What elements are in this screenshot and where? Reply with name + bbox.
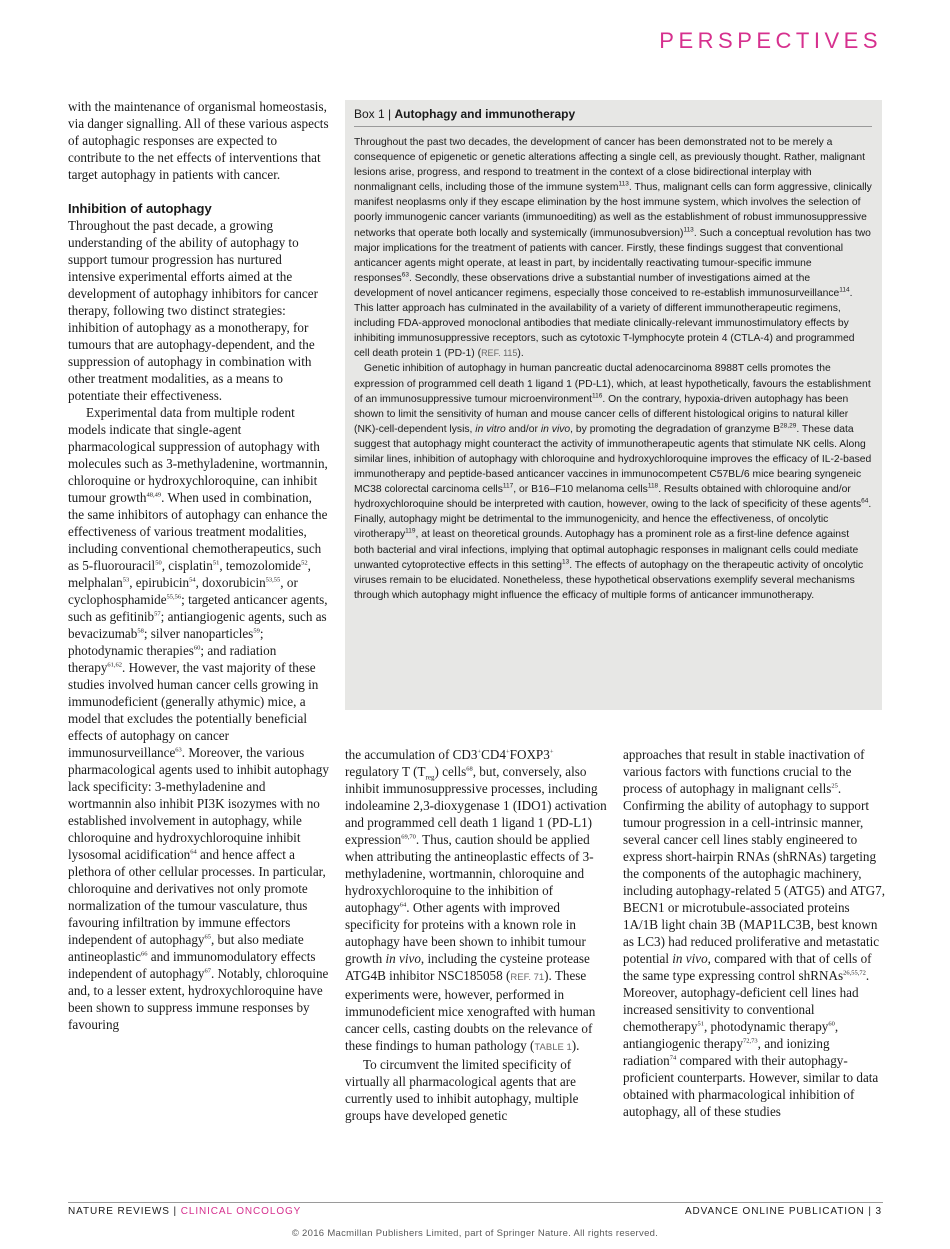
section-label: PERSPECTIVES bbox=[659, 28, 882, 53]
box-title: Box 1 | Autophagy and immunotherapy bbox=[354, 106, 872, 127]
ref-link[interactable]: REF. 71 bbox=[510, 972, 545, 983]
table-link[interactable]: TABLE 1 bbox=[534, 1042, 572, 1053]
column-middle bbox=[345, 746, 607, 1124]
box-body bbox=[354, 135, 872, 603]
paragraph: with the maintenance of organismal homeostasis, via danger signalling. All of these various aspects of autophagic responses are expected to contribute to the net effects of interventions that target autophagy in patients with cancer. bbox=[68, 99, 329, 182]
footer-journal: NATURE REVIEWS | CLINICAL ONCOLOGY bbox=[68, 1206, 302, 1217]
box-paragraph: Genetic inhibition of autophagy in human pancreatic ductal adenocarcinoma 8988T cells promotes the expression of programmed cell death 1 ligand 1 (PD-L1), which, at least hypothetically, favours the establishment of an immunosuppressive tumour microenvironment$^{116}$. On the contrary, hypoxia-driven autophagy has been shown to limit the sensitivity of human and mouse cancer cells of different histological origins to natural killer (NK)-cell-dependent lysis, in vitro and/or in vivo, by promoting the degradation of granzyme B$^{28,29}$. These data suggest that autophagy might counteract the activity of immunotherapeutic agents that stimulate NK cells. Along similar lines, inhibition of autophagy with chloroquine and hydroxychloroquine improves the efficacy of IL-2-based immunotherapy and peptide-based anticancer vaccines in immunocompetent C57BL/6 mice bearing syngeneic MC38 colorectal carcinoma cells$^{117}$, or B16–F10 melanoma cells$^{118}$. Results obtained with chloroquine and/or hydroxychloroquine should be interpreted with caution, however, owing to the lack of specificity of these agents$^{64}$. Finally, autophagy might be detrimental to the immunogenicity, and hence the effectiveness, of oncolytic virotherapy$^{119}$, at least on theoretical grounds. Autophagy has a prominent role as a first-line defence against both bacterial and viral infections, implying that optimal autophagic responses in malignant cells could mediate unwanted cytoprotective effects in this setting$^{13}$. The effects of autophagy on the therapeutic activity of oncolytic viruses remain to be elucidated. Nonetheless, these hypothetical observations exemplify several mechanisms through which autophagy might influence the efficacy of multiple forms of anticancer immunotherapy. bbox=[354, 363, 872, 601]
footer-page-info: ADVANCE ONLINE PUBLICATION | 3 bbox=[684, 1206, 882, 1217]
box-autophagy-immunotherapy bbox=[345, 100, 882, 710]
paragraph: To circumvent the limited specificity of virtually all pharmacological agents that are currently used to inhibit autophagy, multiple groups have developed genetic bbox=[345, 1057, 579, 1123]
paragraph: Throughout the past decade, a growing understanding of the ability of autophagy to support tumour progression has nurtured intensive experimental efforts aimed at the development of autophagy inhibitors for cancer therapy, following two distinct strategies: inhibition of autophagy as a monotherapy, for tumours that are autophagy-dependent, and the suppression of autophagy in combination with other treatment modalities, as a means to potentiate their effectiveness. bbox=[68, 218, 318, 403]
column-right bbox=[623, 746, 885, 1120]
paragraph: Experimental data from multiple rodent models indicate that single-agent pharmacological suppression of autophagy with molecules such as 3-methyladenine, wortmannin, chloroquine or hydroxychloroquine, can inhibit tumour growth$^{48,49}$. When used in combination, the same inhibitors of autophagy can enhance the effectiveness of various treatment modalities, including conventional chemotherapeutics, such as 5-fluorouracil$^{50}$, cisplatin$^{51}$, temozolomide$^{52}$, melphalan$^{53}$, epirubicin$^{54}$, doxorubicin$^{53,55}$, or cyclophosphamide$^{55,56}$; targeted anticancer agents, such as gefitinib$^{57}$; antiangiogenic agents, such as bevacizumab$^{58}$; silver nanoparticles$^{59}$; photodynamic therapies$^{60}$; and radiation therapy$^{61,62}$. However, the vast majority of these studies involved human cancer cells growing in immunodeficient (generally athymic) mice, a model that excludes the potentially beneficial effects of autophagy on cancer immunosurveillance$^{63}$. Moreover, the various pharmacological agents used to inhibit autophagy lack specificity: 3-methyladenine and wortmannin also inhibit PI3K isozymes with no established involvement in autophagy, while chloroquine and hydroxychloroquine inhibit lysosomal acidification$^{64}$ and hence affect a plethora of other cellular processes. In particular, chloroquine and derivatives not only promote normalization of the tumour vasculature, thus favouring infiltration by immune effectors independent of autophagy$^{65}$, but also mediate antineoplastic$^{66}$ and immunomodulatory effects independent of autophagy$^{67}$. Notably, chloroquine and, to a lesser extent, hydroxychloroquine have been shown to suppress immune responses by favouring bbox=[68, 405, 329, 1032]
box-paragraph: Throughout the past two decades, the development of cancer has been demonstrated not to be merely a consequence of epigenetic or genetic alterations affecting a single cell, as previously thought. Rather, malignant lesions arise, progress, and respond to treatment in the context of a close bidirectional interplay with nonmalignant cells, including those of the immune system$^{113}$. Thus, malignant cells can form aggressive, clinically manifest neoplasms only if they escape elimination by the host immune system, which involves the selection of poorly immunogenic cancer variants (immunoediting) as well as the establishment of robust immunosuppressive networks that operate both locally and systemically (immunosubversion)$^{113}$. Such a conceptual revolution has two major implications for the treatment of patients with cancer. Firstly, these findings suggest that conventional anticancer agents might operate, at least in part, by incidentally reactivating tumour-specific immune responses$^{63}$. Secondly, these observations drive a substantial number of investigations aimed at the development of novel anticancer regimens, especially those conceived to re-establish immunosurveillance$^{114}$. This latter approach has culminated in the availability of a variety of different immunotherapeutic regimens, including FDA-approved monoclonal antibodies that mediate clinically-relevant immunostimulatory effects by inhibiting immunosuppressive receptors, such as cytotoxic T-lymphocyte protein 4 (CTLA-4) and programmed cell death protein 1 (PD-1) (REF. 115). bbox=[354, 137, 872, 360]
ref-link[interactable]: REF. 115 bbox=[481, 348, 518, 359]
section-heading: Inhibition of autophagy bbox=[68, 201, 212, 216]
paragraph: approaches that result in stable inactivation of various factors with functions crucial to the process of autophagy in malignant cells$^{25}$. Confirming the ability of autophagy to support tumour progression in a cell-intrinsic manner, several cancer cell lines stably engineered to express short-hairpin RNAs (shRNAs) targeting the components of the autophagic machinery, including autophagy-related 5 (ATG5) and ATG7, BECN1 or microtubule-associated proteins 1A/1B light chain 3B (MAP1LC3B, best known as LC3) had reduced proliferative and metastatic potential in vivo, compared with that of cells of the same type expressing control shRNAs$^{26,55,72}$. Moreover, autophagy-deficient cell lines had increased sensitivity to conventional chemotherapy$^{51}$, photodynamic therapy$^{60}$, antiangiogenic therapy$^{72,73}$, and ionizing radiation$^{74}$ compared with their autophagy-proficient counterparts. However, similar to data obtained with pharmacological inhibition of autophagy, all of these studies bbox=[623, 747, 886, 1119]
paragraph: the accumulation of CD3+CD4+FOXP3+ regulatory T $(T_{reg})$ cells$^{68}$, but, conversely, also inhibit immunosuppressive processes, including indoleamine 2,3-dioxygenase 1 (IDO1) activation and programmed cell death 1 ligand 1 (PD-L1) expression$^{69,70}$. Thus, caution should be applied when attributing the antineoplastic effects of 3-methyladenine, wortmannin, chloroquine and hydroxychloroquine to the inhibition of autophagy$^{64}$. Other agents with improved specificity for proteins with a known role in autophagy have been shown to inhibit tumour growth in vivo, including the cysteine protease ATG4B inhibitor NSC185058 (REF. 71). These experiments were, however, performed in immunodeficient mice xenografted with human cancer cells, casting doubts on the relevance of these findings to human pathology (TABLE 1). bbox=[345, 747, 607, 1053]
footer-divider bbox=[68, 1202, 883, 1203]
copyright-notice: © 2016 Macmillan Publishers Limited, part of Springer Nature. All rights reserved. bbox=[291, 1228, 659, 1239]
column-left bbox=[68, 98, 330, 1033]
